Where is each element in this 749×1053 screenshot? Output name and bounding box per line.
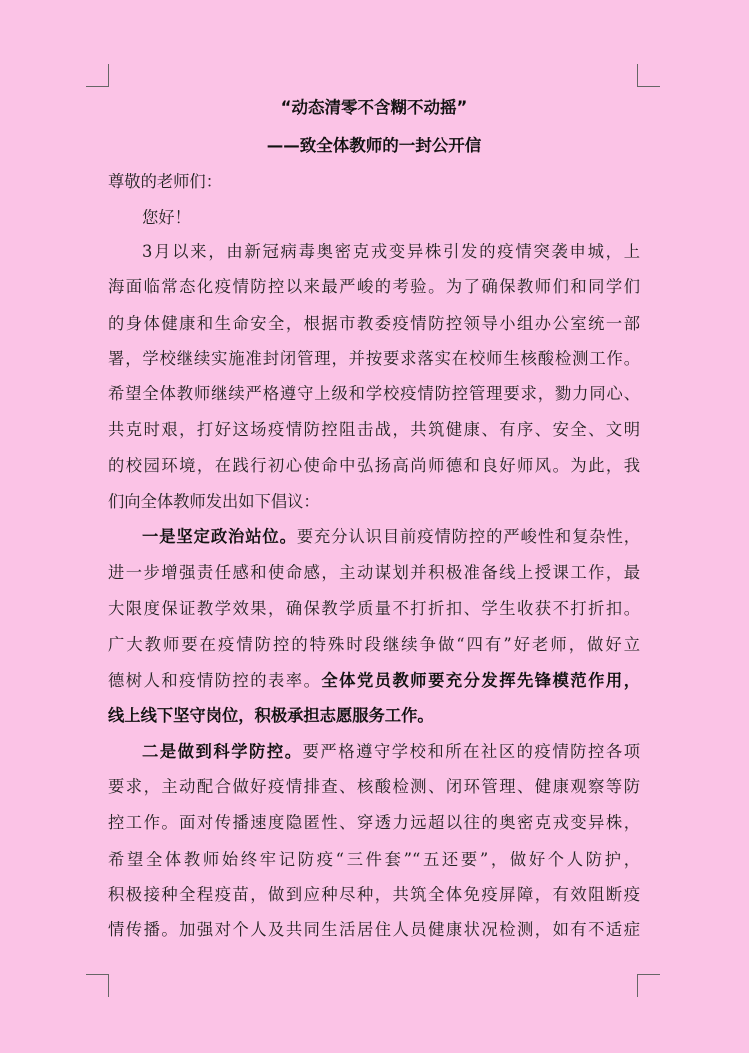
- emphasis-text: 全体党员教师要充分发挥先锋模范作用，: [321, 671, 640, 690]
- paragraph-line: [108, 704, 640, 728]
- paragraph-line: 积极接种全程疫苗，做到应种尽种，共筑全体免疫屏障，有效阻断疫: [108, 885, 640, 904]
- paragraph-line: 3月以来，由新冠病毒奥密克戎变异株引发的疫情突袭申城，上: [142, 242, 640, 261]
- paragraph-line: 二是做到科学防控。要严格遵守学校和所在社区的疫情防控各项: [142, 742, 640, 761]
- paragraph-line: 希望全体教师始终牢记防疫“三件套”“五还要”，做好个人防护，: [108, 850, 640, 869]
- paragraph-line: 的校园环境，在践行初心使命中弘扬高尚师德和良好师风。为此，我: [108, 456, 640, 475]
- crop-mark-top-left: [86, 64, 109, 87]
- paragraph-line: 一是坚定政治站位。要充分认识目前疫情防控的严峻性和复杂性，: [142, 527, 640, 546]
- paragraph-line: 署，学校继续实施准封闭管理，并按要求落实在校师生核酸检测工作。: [108, 349, 640, 368]
- paragraph-line: 大限度保证教学效果，确保教学质量不打折扣、学生收获不打折扣。: [108, 599, 640, 618]
- crop-mark-bottom-right: [637, 974, 660, 997]
- document-subtitle: ——致全体教师的一封公开信: [266, 136, 482, 155]
- paragraph-line: 广大教师要在疫情防控的特殊时段继续争做“四有”好老师，做好立: [108, 635, 640, 654]
- paragraph-line: 德树人和疫情防控的表率。全体党员教师要充分发挥先锋模范作用，: [108, 671, 640, 690]
- crop-mark-top-right: [637, 64, 660, 87]
- paragraph-line: 们向全体教师发出如下倡议：: [108, 492, 320, 511]
- crop-mark-bottom-left: [86, 974, 109, 997]
- greeting: 您好！: [142, 208, 191, 227]
- paragraph-line: 控工作。面对传播速度隐匿性、穿透力远超以往的奥密克戎变异株，: [108, 813, 640, 832]
- salutation: 尊敬的老师们：: [108, 172, 222, 191]
- section-heading: 二是做到科学防控。: [142, 742, 303, 761]
- paragraph-line: 的身体健康和生命安全，根据市教委疫情防控领导小组办公室统一部: [108, 314, 640, 333]
- section-heading: 一是坚定政治站位。: [142, 527, 297, 546]
- paragraph-line: 进一步增强责任感和使命感，主动谋划并积极准备线上授课工作，最: [108, 563, 640, 582]
- paragraph-line: 要求，主动配合做好疫情排查、核酸检测、闭环管理、健康观察等防: [108, 777, 640, 796]
- paragraph-line: 共克时艰，打好这场疫情防控阻击战，共筑健康、有序、安全、文明: [108, 420, 640, 439]
- document-title: “动态清零不含糊不动摇”: [280, 98, 468, 117]
- paragraph-line: 希望全体教师继续严格遵守上级和学校疫情防控管理要求，勠力同心、: [108, 384, 640, 403]
- emphasis-text: 线上线下坚守岗位，积极承担志愿服务工作。: [108, 706, 434, 725]
- paragraph-line: 海面临常态化疫情防控以来最严峻的考验。为了确保教师们和同学们: [108, 277, 640, 296]
- paragraph-line: 情传播。加强对个人及共同生活居住人员健康状况检测，如有不适症: [108, 920, 640, 939]
